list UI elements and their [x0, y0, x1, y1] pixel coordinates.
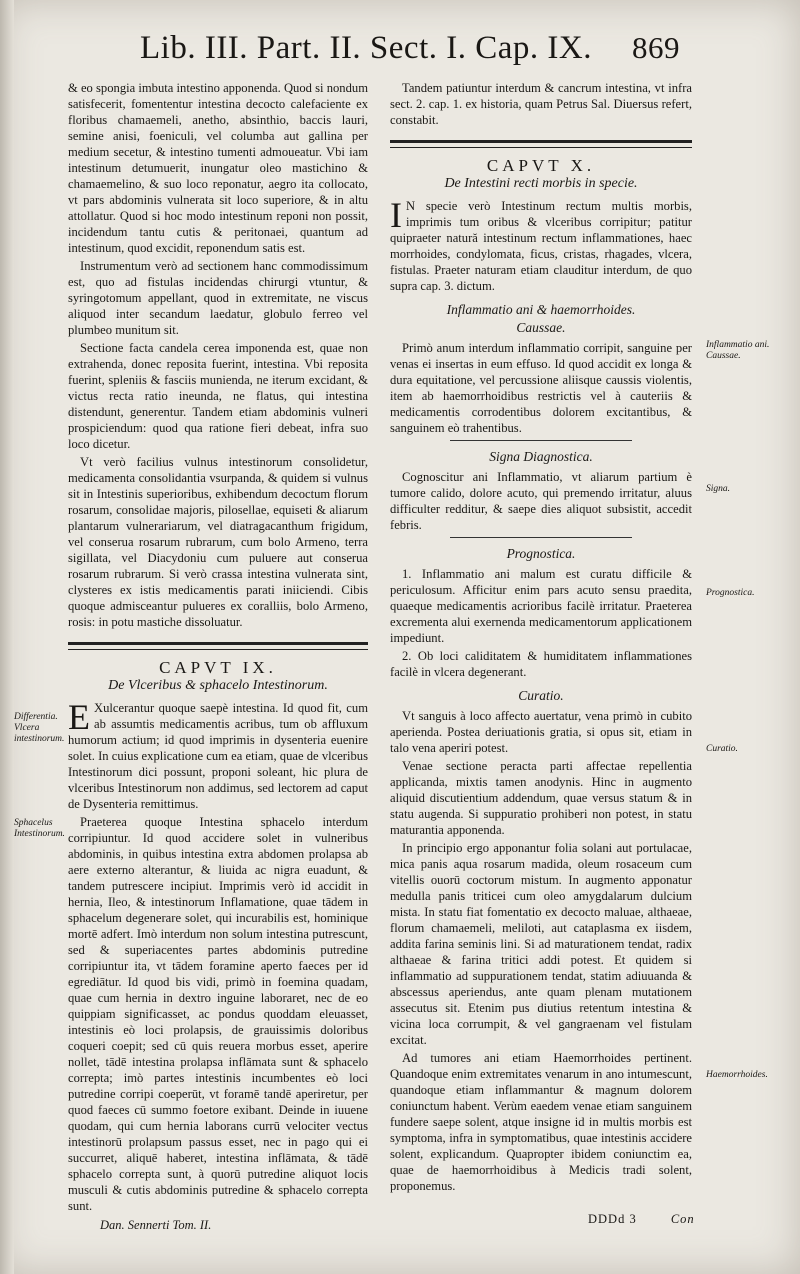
paragraph: Instrumentum verò ad sectionem hanc commodissimum est, quo ad fistulas incidendas chirurgi vtuntur, & syringotomum appellant, quod in extremitate, ne viscus aliquod inter secandum laedatur, globulo ferreo vel plumbeo munitum sit. [68, 259, 368, 337]
chapter-title: CAPVT IX. [159, 658, 277, 677]
chapter-rule [390, 140, 692, 148]
right-column [390, 80, 692, 1196]
paragraph [390, 195, 692, 294]
paragraph: Vt sanguis à loco affecto auertatur, vena primò in cubito aperienda. Postea deriuationis gratia, si opus sit, etiam in talo vena aperiri potest. [390, 709, 692, 755]
paragraph: In principio ergo apponantur folia solani aut portulacae, mica panis aqua rosarum madida, oleum rosaceum cum vitellis ouorū coctorum mistum. In augmento apponatur medulla panis triticei cum oleo amygdalarum dulcium mista. In statu fiat fomentatio ex decocto maluae, althaeae, florum chamaemeli, meliloti, aut cataplasma ex iisdem, addita farina seminis lini. Si ad maturationem tendat, radix althaeae & farina tritici addi potest. Et quidem si inflammatio ad suppurationem tendat, statim adiuuanda & abscessus aperiendus, ante quam plenam mutationem assecutus sit. Etenim pus diutius retentum intestina & vicina loca corrumpit, & vel gangraenam vel fistulam excitat. [390, 841, 692, 1047]
paragraph: Ad tumores ani etiam Haemorrhoides pertinent. Quandoque enim extremitates venarum in ano intumescunt, quandoque etiam inflammantur & magnum dolorem coniunctum habent. Verùm eaedem venae etiam sanguinem fundere saepe solent, atque insigne id in multis morbis est symptoma, infra in symptomatibus, quae intestinis accidere solent, explicandum. Quapropter ibidem coniunctim ea, quae de haemorrhoidibus à Medicis tradi solent, proponemus. [390, 1051, 692, 1193]
paragraph: Tandem patiuntur interdum & cancrum intestina, vt infra sect. 2. cap. 1. ex historia, quam Petrus Sal. Diuersus refert, constabit. [390, 81, 692, 127]
paragraph: Sectione facta candela cerea imponenda est, quae non extrahenda, donec reposita fuerint, intestina. Vbi reposita fuerint, spleniis & fasciis munienda, ne iterum excidant, & victus recta ratio ineunda, ne flatus, qui intestina distendunt, generentur. Tandem etiam abdominis vulneri prospiciendum: quod qua ratione fieri debeat, infra suo loco dicetur. [68, 341, 368, 451]
left-column [68, 80, 368, 1216]
margin-note-sphacelus: Sphacelus Intestinorum. [14, 818, 65, 839]
paragraph: Venae sectione peracta parti affectae repellentia applicanda, mixtis tamen anodynis. Hinc in augmento aliquid discutientium addendum, quae versus statum & in statu augenda. Si suppuratio prohiberi non potest, in statu maturantia apponenda. [390, 759, 692, 837]
section-rule [450, 537, 632, 538]
running-header [140, 30, 700, 67]
paragraph [68, 697, 368, 812]
chapter-subtitle: De Vlceribus & sphacelo Intestinorum. [108, 678, 328, 693]
margin-note-inflammatio: Inflammatio ani. Caussae. [706, 340, 770, 361]
margin-note-prognostica: Prognostica. [706, 588, 755, 598]
drop-cap: E [68, 697, 90, 737]
section-title: Prognostica. [506, 546, 576, 561]
running-title: Lib. III. Part. II. Sect. I. Cap. IX. [140, 30, 592, 66]
paragraph-text: N specie verò Intestinum rectum multis morbis, imprimis tum oribus & vlceribus corripitur; patitur quipraeter natură intestinum rectum inflammationes, haec morrhoides, condylomata, ficus, cristas, rhagades, vlcera, fistulas. Praeter naturam etiam clauditur interdum, de quo supra cap. 3. dictum. [390, 199, 692, 293]
margin-note-haemorrhoides: Haemorrhoides. [706, 1070, 768, 1080]
footer-signature-line [588, 1212, 695, 1227]
footer-author: Dan. Sennerti Tom. II. [100, 1218, 212, 1232]
margin-note-signa: Signa. [706, 484, 731, 494]
paragraph: Praeterea quoque Intestina sphacelo interdum corripiuntur. Id quod accidere solet in vulneribus abdominis, in quibus intestina extra abdomen prolapsa ab aere externo alterantur, & liuida ac nigra euadunt, & tandem putrescere incipiut. Imprimis verò id accidit in hernia, Ileo, & intestinorum Inflamatione, quae tādem in sphacelum degenerare solet, qui incurabilis est, hominique mortē adfert. Imò interdum non solum intestina putrescunt, sed & superiacentes partes abdominis putredine corripiuntur ita, vt tādem foramine aperto faeces per id egrediātur. Id quod bis vidi, primò in foemina quadam, quae cum hernia in dextro inguine laboraret, nec de eo quippiam significasset, ac pondus quoddam eleuasset, intestinis eò loci prolapsis, de grauissimis doloribus coqueri coepit; sed cū quis reuera morbus esset, aperire nollet, tādē intestina prolapsa inflāmata sunt & sphacelo correpta; imò partes intestinis incumbentes eò loci putredine corripi coeperūt, vt foramē tandē aperiretur, per quod faeces cū summo foetore exibant. Deinde in iuuene quodam, qui cum hernia laborans currū velociter vectus intestinorū prolapsum passus esset, nec in pago qui ei succurret, aliquē haberet, intestina inflāmata, & tādē sphacelo correpta sunt, à quorū putredine aliquot locis musculi & cutis abdominis putredine & sphacelo correpta sunt. [68, 815, 368, 1213]
chapter-title: CAPVT X. [486, 156, 596, 175]
catchword: Con [670, 1212, 695, 1226]
chapter-rule [68, 642, 368, 650]
paragraph: Cognoscitur ani Inflammatio, vt aliarum partium è tumore calido, dolore acuto, qui premendo irritatur, aluus difficulter redditur, & saepe dies aliquot subsistit, accedit febris. [390, 470, 692, 532]
chapter-subtitle: De Intestini recti morbis in specie. [444, 176, 638, 191]
margin-note-differentia: Differentia. Vlcera intestinorum. [14, 712, 65, 744]
paragraph: Primò anum interdum inflammatio corripit, sanguine per venas ei insertas in eum effuso. Id quod accidit ex longa & dura equitatione, vel percussione aliisque caussis violentis, item ab haemorrhoidibus restrictis vel à cauteriis & medicamentis corrodentibus dolorem excitantibus, & sanguinem eò trahentibus. [390, 341, 692, 435]
section-title: Inflammatio ani & haemorrhoides. [446, 302, 636, 317]
paragraph: & eo spongia imbuta intestino apponenda. Quod si nondum satisfecerit, fomententur intestina decocto calefaciente ex floribus chamaemeli, anetho, absinthio, baccis lauri, semine anisi, foeniculi, vel columba aut gallina per medium secetur, & intestino tumenti admoueatur. Vbi iam intestinum detumuerit, inungatur oleo mastichino & chamaemelino, & suo loco reponatur, aegro ita collocato, vt pars abdominis vulnerata sit loco superiore, & in altu attollatur. Quod si hoc modo intestinum reponi non possit, incidendum tantu cutis & peritonaei, quantum ad intestinum, quod excidit, reponendum satis est. [68, 81, 368, 255]
section-rule [450, 440, 632, 441]
paragraph: Vt verò facilius vulnus intestinorum consolidetur, medicamenta consolidantia vsurpanda, & quidem si vulnus sit in Intestinis superioribus, exhibendum decoctum florum rosarum, consolidae majoris, pilosellae, equiseti & aliarum plantarum vulnerariarum, vel diatragacanthum frigidum, vel conserua rosarum rubrarum, cum bolo Armeno, terra sigillata, vel Diacydoniu cum puluere aut conserua rosarum rubrarum. Si verò crassa intestina vulnerata sint, clysteres ex istis medicamentis parati iniiciendi. Cibis quoque admisceantur pulueres ex coralliis, bolo Armeno, rosis: in potu mastiche dissoluatur. [68, 455, 368, 629]
drop-cap: I [390, 195, 402, 235]
page-number: 869 [632, 30, 680, 65]
signature-mark: DDDd 3 [588, 1212, 637, 1226]
section-title: Curatio. [518, 688, 564, 703]
margin-note-curatio: Curatio. [706, 744, 738, 754]
binding-edge [0, 0, 14, 1274]
paragraph-text: Xulcerantur quoque saepè intestina. Id quod fit, cum ab assumtis medicamentis acribus, tum ob affluxum humorum actium; id quod imprimis in dysenteria euenire solet. In cuius explicatione cum ea etiam, quae de vlceribus Intestinorum dici possunt, proponi soleant, hic plura de vlceribus Intestinorum non addimus, sed lectorem ad caput de Dysenteria remittimus. [68, 701, 368, 811]
list-item: 2. Ob loci caliditatem & humiditatem inflammationes facilè in vlcera degenerant. [390, 649, 692, 679]
section-subtitle: Caussae. [516, 320, 566, 335]
list-item: 1. Inflammatio ani malum est curatu difficile & periculosum. Afficitur enim pars acuto sensu praedita, quaeque medicamentis acrioribus facilè irritatur. Praeterea excrementa alui exernenda medicamentorum applicationem impediunt. [390, 567, 692, 645]
section-title: Signa Diagnostica. [489, 449, 593, 464]
